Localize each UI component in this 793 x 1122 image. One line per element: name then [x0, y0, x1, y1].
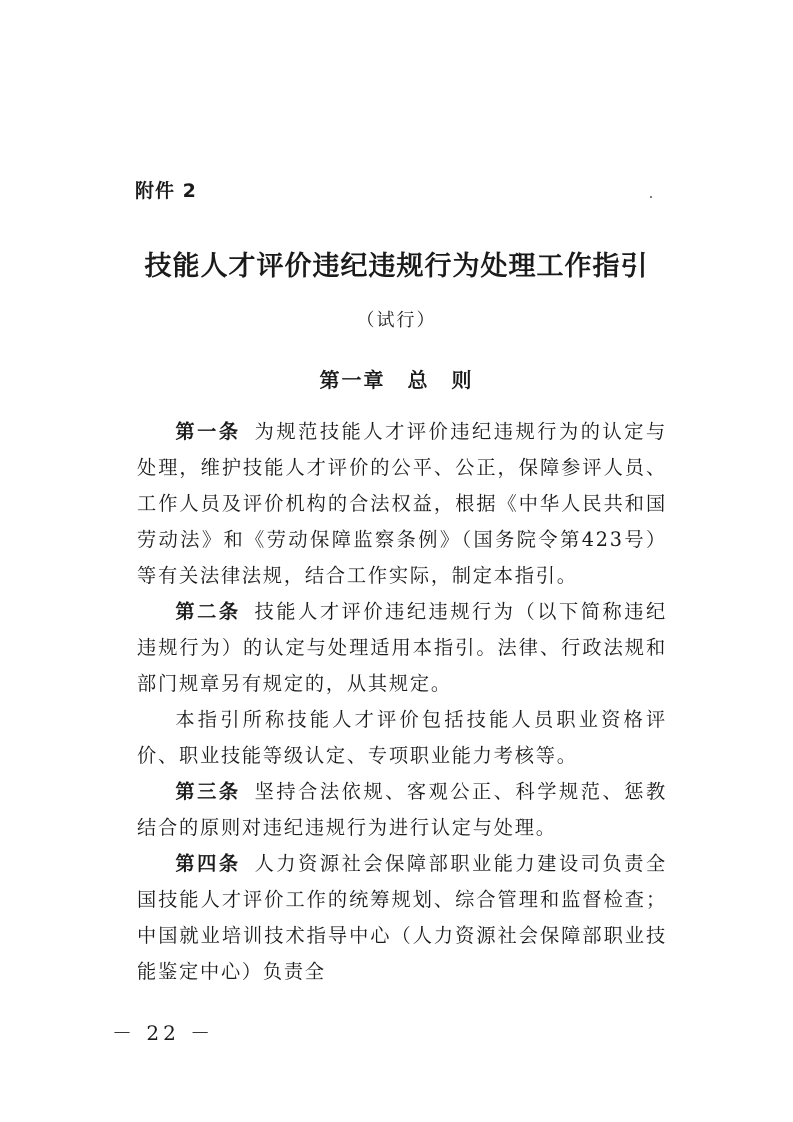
article-text: 为规范技能人才评价违纪违规行为的认定与处理，维护技能人才评价的公平、公正，保障参评人员、工作人员及评价机构的合法权益，根据《中华人民共和国劳动法》和《劳动保障监察条例》（国务院令第423号）等有关法律法规，结合工作实际，制定本指引。: [137, 420, 667, 587]
document-title: 技能人才评价违纪违规行为处理工作指引: [144, 251, 649, 282]
article-number: 第二条: [175, 600, 241, 623]
paragraph-article-2: [137, 594, 667, 702]
document-subtitle: （试行）: [356, 310, 437, 331]
paragraph-article-2-scope: [137, 702, 667, 774]
scan-speck: [650, 196, 652, 198]
paragraph-article-4: [137, 846, 667, 990]
article-text: 坚持合法依规、客观公正、科学规范、惩教结合的原则对违纪违规行为进行认定与处理。: [137, 780, 667, 839]
article-text: 人力资源社会保障部职业能力建设司负责全国技能人才评价工作的统筹规划、综合管理和监督检查；中国就业培训技术指导中心（人力资源社会保障部职业技能鉴定中心）负责全: [137, 852, 667, 983]
article-number: 第三条: [175, 780, 241, 803]
article-text: 本指引所称技能人才评价包括技能人员职业资格评价、职业技能等级认定、专项职业能力考核等。: [137, 708, 667, 767]
paragraph-article-1: [137, 414, 667, 594]
chapter-heading: 第一章 总 则: [319, 368, 474, 392]
article-number: 第一条: [175, 420, 241, 443]
article-text: 技能人才评价违纪违规行为（以下简称违纪违规行为）的认定与处理适用本指引。法律、行政法规和部门规章另有规定的，从其规定。: [137, 600, 667, 695]
paragraph-article-3: [137, 774, 667, 846]
attachment-label: 附件 2: [135, 180, 197, 202]
page-number: － 22 －: [112, 1021, 215, 1045]
document-body: [137, 414, 667, 990]
article-number: 第四条: [175, 852, 241, 875]
